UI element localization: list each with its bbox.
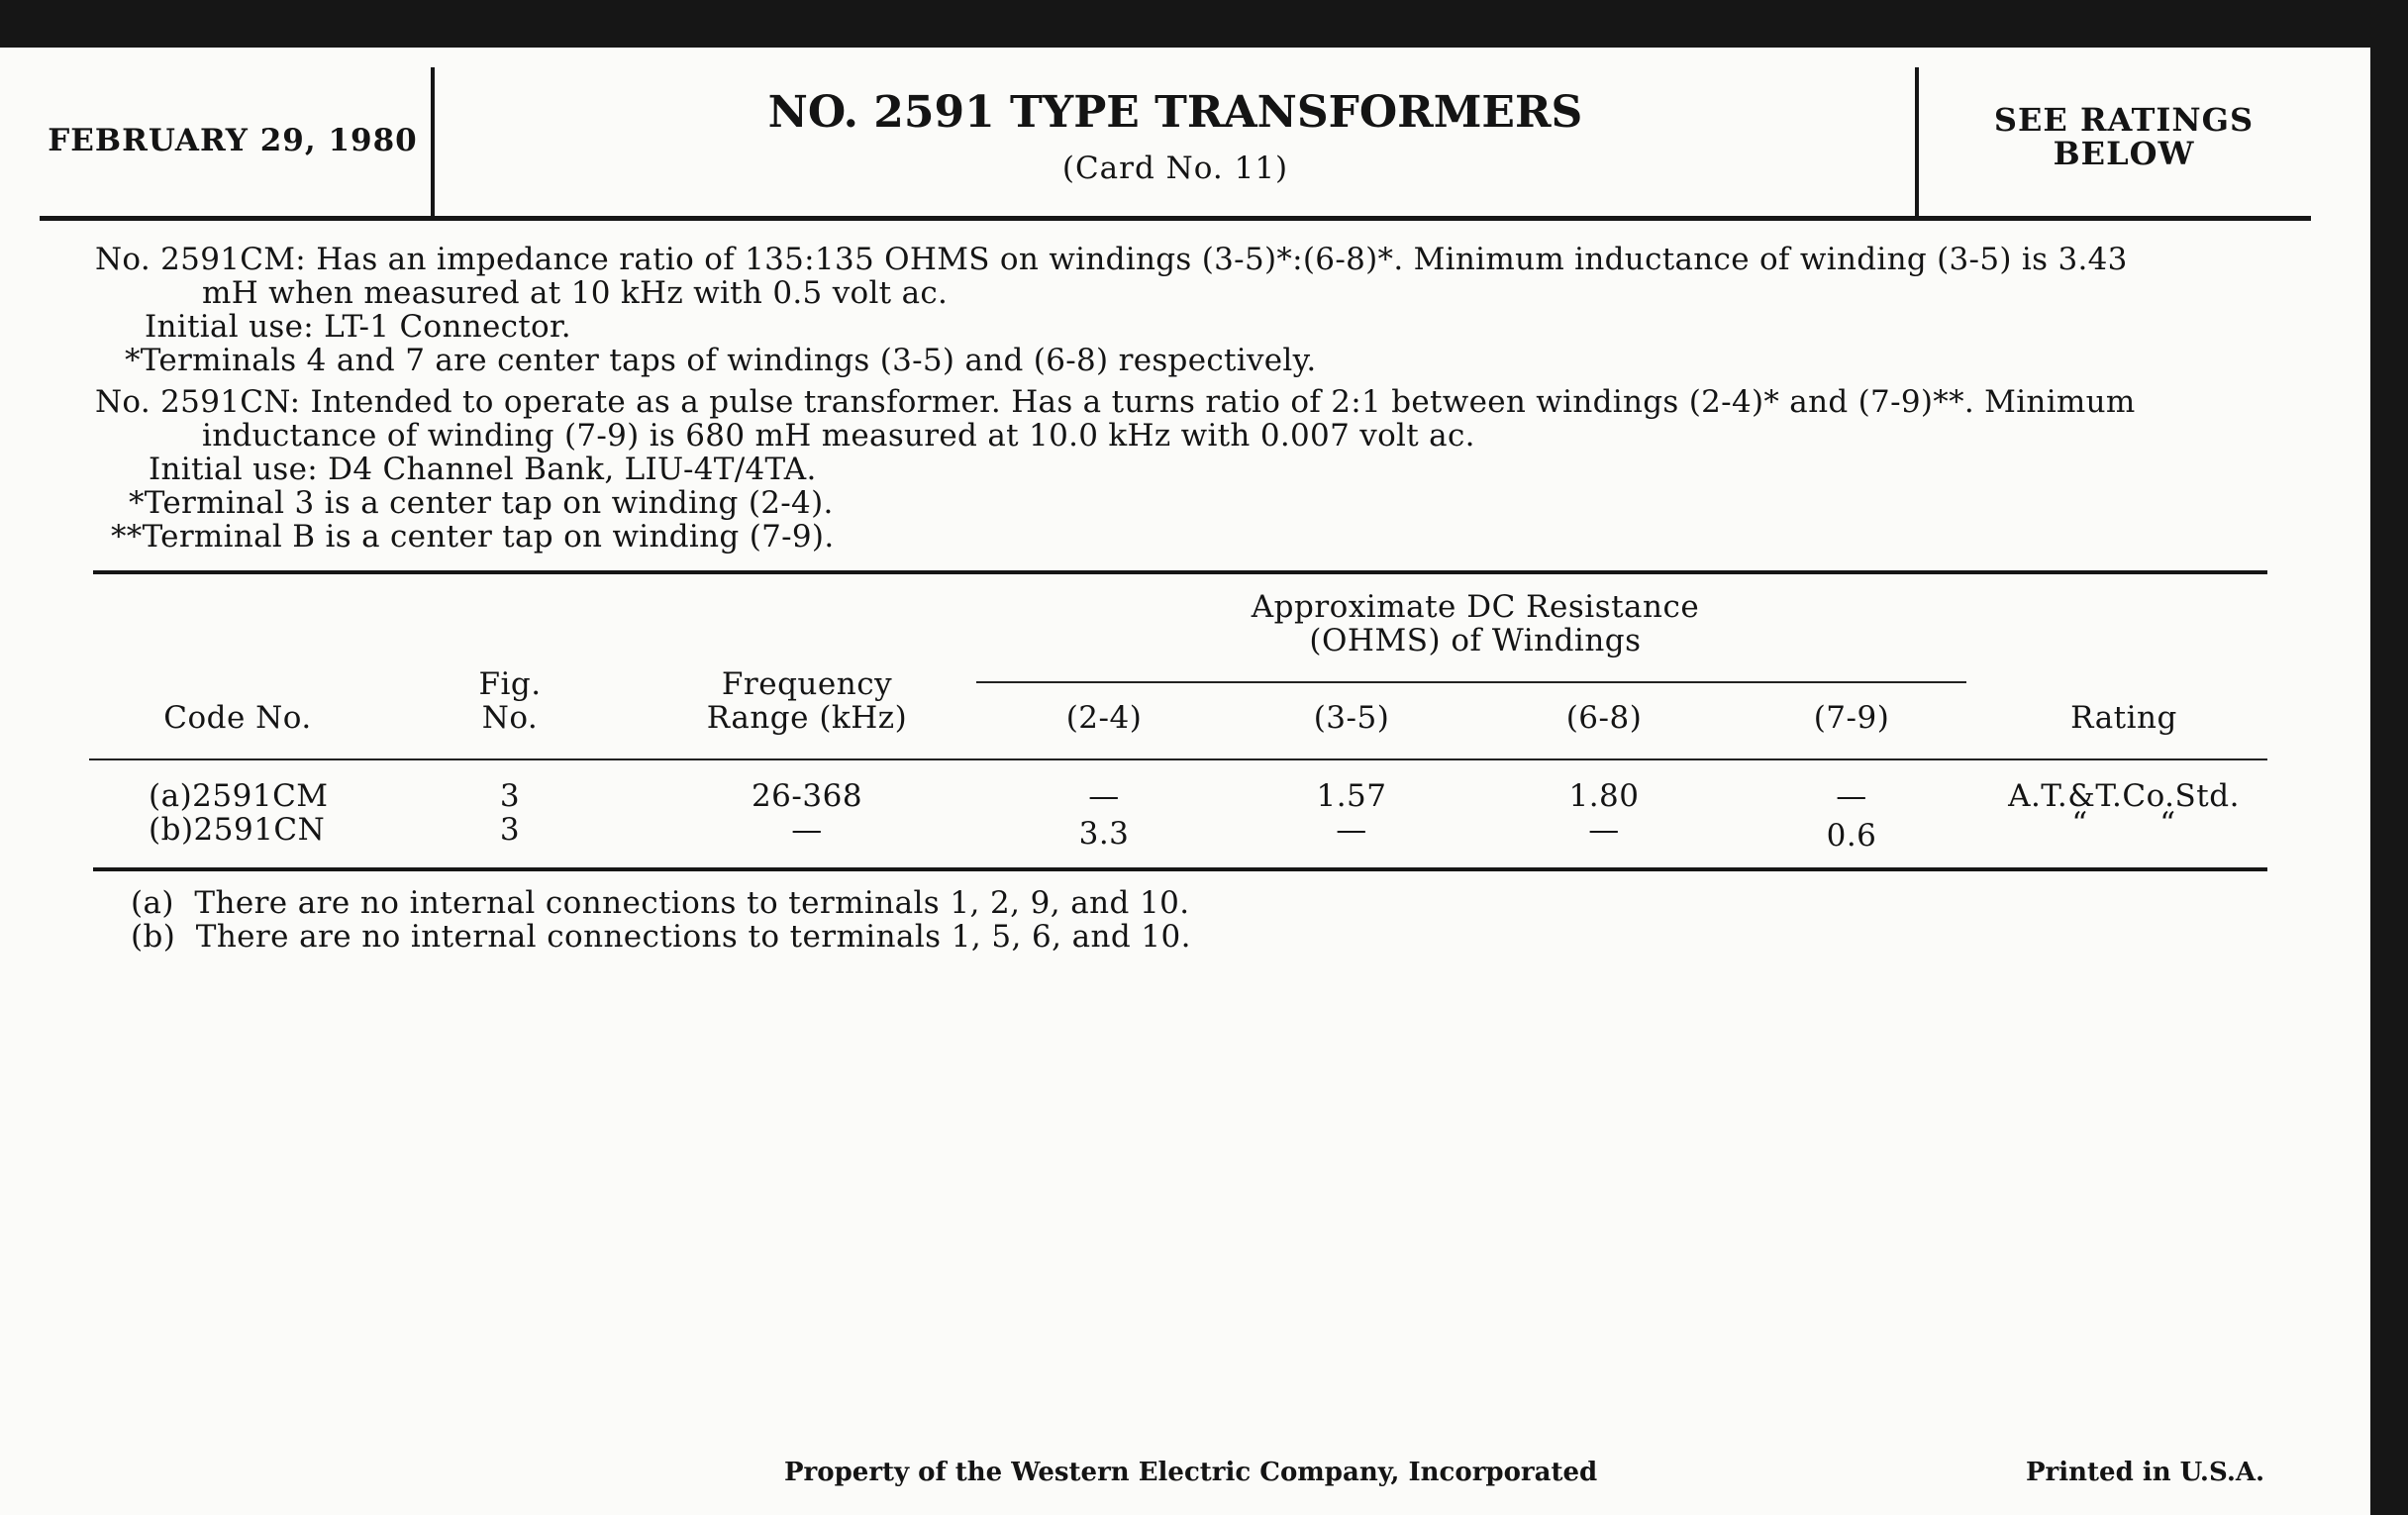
card-number: (Card No. 11) bbox=[1061, 151, 1289, 186]
note-2591cn-line2: inductance of winding (7-9) is 680 mH measured at 10.0 kHz with 0.007 volt ac. bbox=[202, 418, 1475, 454]
col-freq-line1: Frequency bbox=[721, 666, 893, 702]
col-freq-line2: Range (kHz) bbox=[706, 700, 908, 736]
issue-date: FEBRUARY 29, 1980 bbox=[48, 123, 418, 158]
row-b-freq: — bbox=[791, 812, 823, 848]
col-code: Code No. bbox=[163, 700, 312, 736]
property-notice: Property of the Western Electric Company, Incorporated bbox=[784, 1458, 1598, 1487]
header-divider-right bbox=[1915, 67, 1919, 218]
row-b-fig: 3 bbox=[499, 812, 521, 848]
header-divider-left bbox=[431, 67, 435, 218]
row-b-w35: — bbox=[1336, 812, 1367, 848]
reference-card bbox=[0, 48, 2370, 1515]
header-rule bbox=[40, 216, 2311, 221]
col-winding-7-9: (7-9) bbox=[1813, 700, 1890, 736]
note-2591cm-line2: mH when measured at 10 kHz with 0.5 volt ac. bbox=[202, 275, 949, 311]
table-top-rule bbox=[93, 570, 2267, 574]
row-a-code: (a)2591CM bbox=[149, 778, 329, 814]
row-a-w68: 1.80 bbox=[1568, 778, 1640, 814]
row-b-w24: 3.3 bbox=[1078, 816, 1130, 852]
row-a-w24: — bbox=[1088, 778, 1120, 814]
printed-in: Printed in U.S.A. bbox=[2026, 1458, 2265, 1487]
ratings-line-2: BELOW bbox=[2053, 135, 2195, 172]
table-header-rule bbox=[89, 758, 2267, 760]
row-b-w68: — bbox=[1588, 812, 1620, 848]
note-2591cm-footnote: *Terminals 4 and 7 are center taps of windings (3-5) and (6-8) respectively. bbox=[125, 343, 1317, 378]
ratings-line-1: SEE RATINGS bbox=[1993, 101, 2255, 139]
row-b-rating: “ “ bbox=[2071, 806, 2176, 842]
group-header-line1: Approximate DC Resistance bbox=[1251, 589, 1700, 625]
group-header-rule bbox=[976, 681, 1966, 683]
table-bottom-rule bbox=[93, 867, 2267, 871]
footnote-b: (b) There are no internal connections to terminals 1, 5, 6, and 10. bbox=[131, 919, 1191, 955]
note-2591cm-line1: No. 2591CM: Has an impedance ratio of 135:135 OHMS on windings (3-5)*:(6-8)*. Minimum inductance of winding (3-5) is 3.43 bbox=[95, 242, 2128, 277]
col-rating: Rating bbox=[2070, 700, 2177, 736]
row-a-w79: — bbox=[1836, 778, 1867, 814]
row-a-w35: 1.57 bbox=[1316, 778, 1387, 814]
scan-border-top bbox=[0, 0, 2408, 48]
note-2591cn-use: Initial use: D4 Channel Bank, LIU-4T/4TA. bbox=[149, 452, 817, 487]
row-b-w79: 0.6 bbox=[1826, 818, 1877, 854]
note-2591cm-use: Initial use: LT-1 Connector. bbox=[145, 309, 571, 345]
note-2591cn-footnote-2: **Terminal B is a center tap on winding (7-9). bbox=[111, 519, 835, 555]
ratings-note bbox=[1921, 103, 2327, 170]
group-header-line2: (OHMS) of Windings bbox=[1309, 623, 1642, 658]
note-2591cn-line1: No. 2591CN: Intended to operate as a pulse transformer. Has a turns ratio of 2:1 between windings (2-4)* and (7-9)**. Minimum bbox=[95, 384, 2136, 420]
col-winding-2-4: (2-4) bbox=[1065, 700, 1143, 736]
scan-border-right bbox=[2370, 0, 2408, 1515]
note-2591cn-footnote-1: *Terminal 3 is a center tap on winding (2-4). bbox=[129, 485, 834, 521]
col-winding-6-8: (6-8) bbox=[1565, 700, 1643, 736]
row-a-fig: 3 bbox=[499, 778, 521, 814]
footnote-a: (a) There are no internal connections to terminals 1, 2, 9, and 10. bbox=[131, 885, 1190, 921]
row-a-freq: 26-368 bbox=[751, 778, 863, 814]
row-b-code: (b)2591CN bbox=[149, 812, 326, 848]
row-a-rating: A.T.&T.Co.Std. bbox=[2008, 778, 2240, 814]
page-title: NO. 2591 TYPE TRANSFORMERS bbox=[767, 87, 1583, 138]
col-fig-line1: Fig. bbox=[478, 666, 542, 702]
col-winding-3-5: (3-5) bbox=[1313, 700, 1390, 736]
col-fig-line2: No. bbox=[481, 700, 539, 736]
